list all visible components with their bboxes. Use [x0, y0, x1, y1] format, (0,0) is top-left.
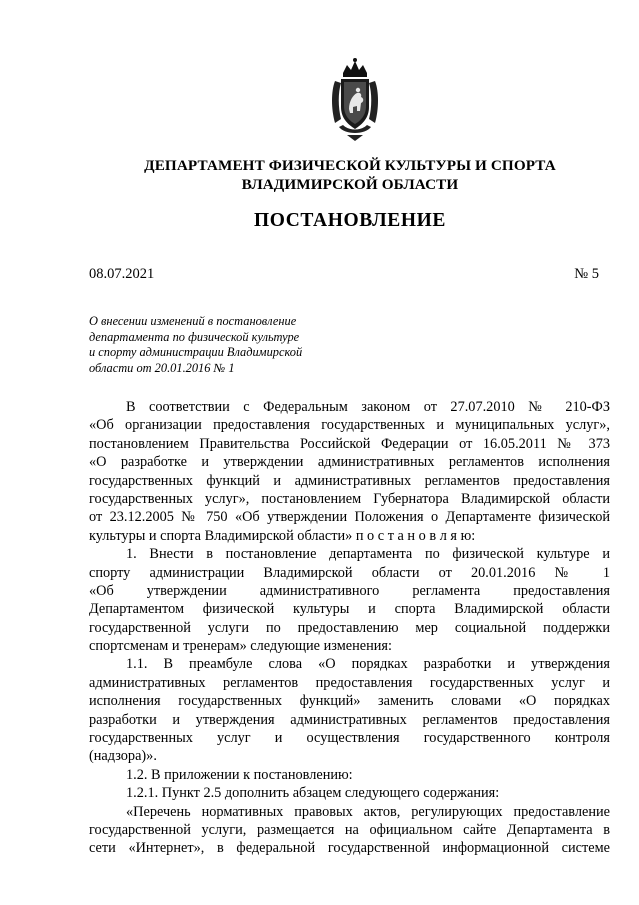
body-line: административных регламентов предоставления государственных услуг и [89, 674, 610, 691]
document-number: № 5 [574, 266, 599, 282]
body-line: Департаментом физической культуры и спорта Владимирской области [89, 601, 610, 618]
document-type-title: ПОСТАНОВЛЕНИЕ [253, 210, 447, 231]
document-subject [89, 314, 329, 376]
body-line: «Перечень нормативных правовых актов, регулирующих предоставление [126, 803, 610, 820]
subject-line: департамента по физической культуре [89, 329, 300, 344]
document-date: 08.07.2021 [89, 266, 155, 282]
body-line: государственных услуг», постановлением Губернатора Владимирской области [89, 490, 610, 507]
body-line: 1.1. В преамбуле слова «О порядках разработки и утверждения [126, 656, 610, 673]
coat-of-arms-icon [327, 57, 383, 141]
body-line: государственных услуг и осуществления государственного контроля [89, 730, 610, 747]
body-line: «О разработке и утверждении административных регламентов исполнения [89, 454, 610, 471]
subject-line: области от 20.01.2016 № 1 [89, 360, 235, 375]
subject-line: и спорту администрации Владимирской [89, 345, 303, 360]
body-line: исполнения государственных функций» заменить словами «О порядках [89, 693, 610, 710]
body-line: В соответствии с Федеральным законом от 27.07.2010 № 210-ФЗ [126, 399, 610, 415]
body-line: разработки и утверждения административных регламентов предоставления [89, 711, 610, 728]
body-line: государственных функций и административных регламентов предоставления [89, 472, 610, 489]
body-line: спорту администрации Владимирской области от 20.01.2016 № 1 [89, 564, 610, 581]
body-line: от 23.12.2005 № 750 «Об утверждении Положения о Департаменте физической [89, 509, 610, 526]
body-line: государственной услуги, размещается на официальном сайте Департамента в [89, 821, 610, 838]
document-body [89, 398, 610, 858]
body-line: государственной услуги по предоставлению мер социальной поддержки [89, 619, 610, 636]
body-line: сети «Интернет», в федеральной государственной информационной системе [89, 840, 610, 857]
body-line: «Об организации предоставления государственных и муниципальных услуг», [89, 417, 610, 434]
body-line: спортсменам и тренерам» следующие изменения: [89, 638, 392, 655]
department-title-line2: ВЛАДИМИРСКОЙ ОБЛАСТИ [241, 176, 459, 193]
department-title-line1: ДЕПАРТАМЕНТ ФИЗИЧЕСКОЙ КУЛЬТУРЫ И СПОРТА [144, 157, 556, 174]
body-line: «Об утверждении административного регламента предоставления [89, 582, 610, 599]
body-line: (надзора)». [89, 748, 157, 765]
body-line: 1.2. В приложении к постановлению: [126, 766, 353, 783]
body-line: культуры и спорта Владимирской области» п о с т а н о в л я ю: [89, 527, 476, 544]
body-line: 1.2.1. Пункт 2.5 дополнить абзацем следующего содержания: [126, 785, 500, 802]
body-line: 1. Внести в постановление департамента по физической культуре и [126, 546, 610, 563]
subject-line: О внесении изменений в постановление [89, 314, 297, 328]
body-line: постановлением Правительства Российской Федерации от 16.05.2011 № 373 [89, 435, 610, 452]
